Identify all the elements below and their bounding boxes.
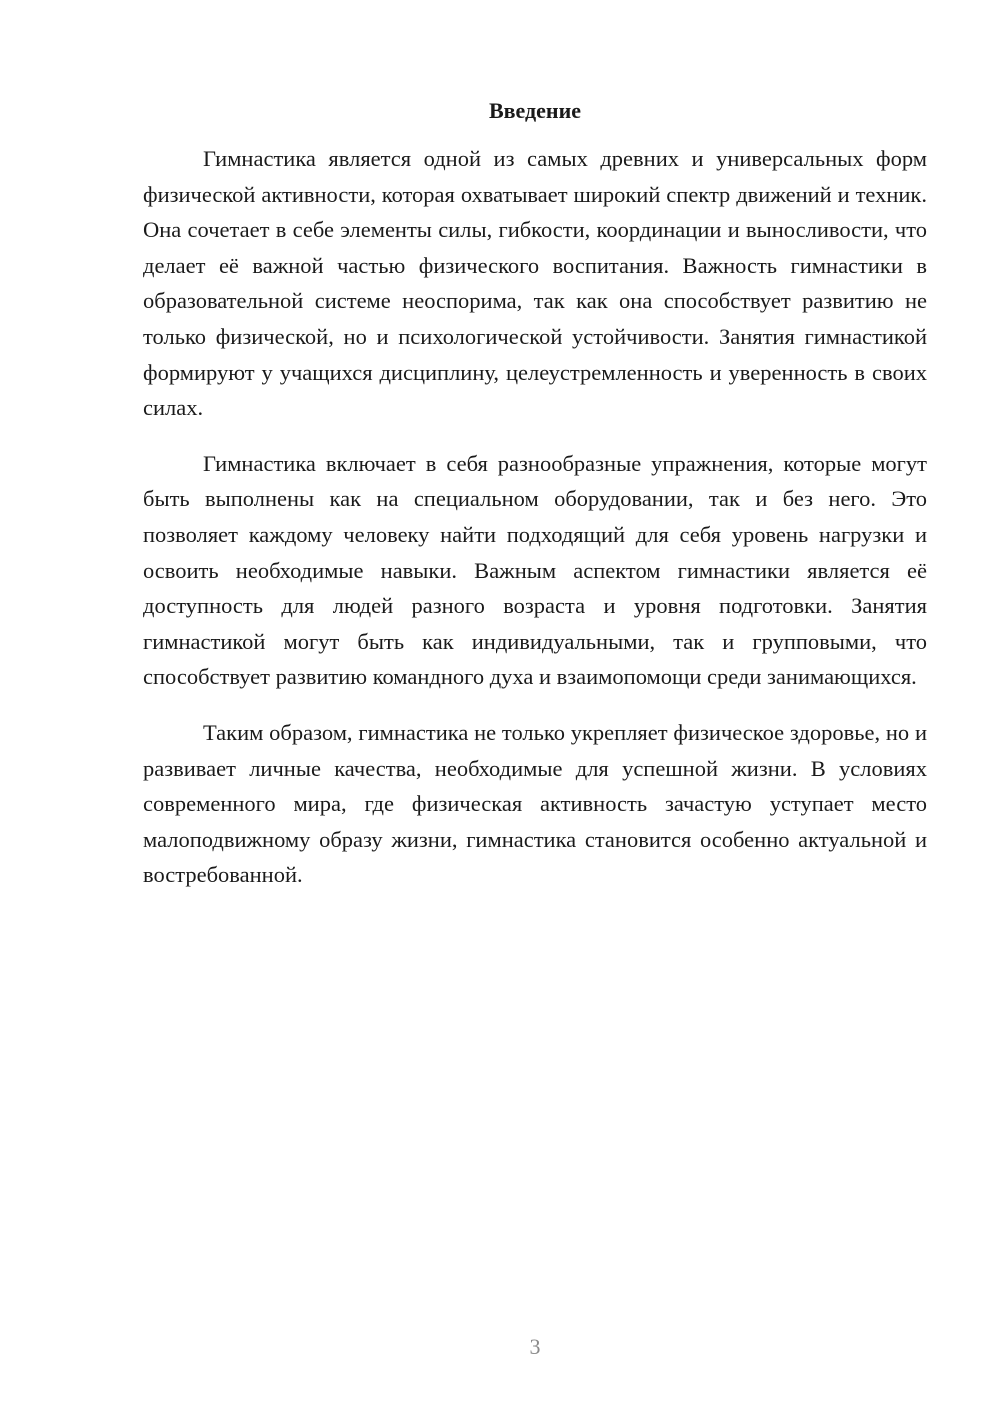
section-heading: Введение — [488, 98, 582, 123]
body-text — [143, 141, 927, 913]
paragraph: Таким образом, гимнастика не только укрепляет физическое здоровье, но и развивает личные качества, необходимые для успешной жизни. В условиях современного мира, где физическая активность зачастую уступает место малоподвижному образу жизни, гимнастика становится особенно актуальной и востребованной. — [143, 719, 927, 888]
page-number: 3 — [529, 1334, 541, 1359]
paragraph: Гимнастика включает в себя разнообразные упражнения, которые могут быть выполнены как на специальном оборудовании, так и без него. Это позволяет каждому человеку найти подходящий для себя уровень нагрузки и освоить необходимые навыки. Важным аспектом гимнастики является её доступность для людей разного возраста и уровня подготовки. Занятия гимнастикой могут быть как индивидуальными, так и групповыми, что способствует развитию командного духа и взаимопомощи среди занимающихся. — [143, 450, 927, 690]
paragraph: Гимнастика является одной из самых древних и универсальных форм физической активности, которая охватывает широкий спектр движений и техник. Она сочетает в себе элементы силы, гибкости, координации и выносливости, что делает её важной частью физического воспитания. Важность гимнастики в образовательной системе неоспорима, так как она способствует развитию не только физической, но и психологической устойчивости. Занятия гимнастикой формируют у учащихся дисциплину, целеустремленность и уверенность в своих силах. — [143, 146, 927, 421]
